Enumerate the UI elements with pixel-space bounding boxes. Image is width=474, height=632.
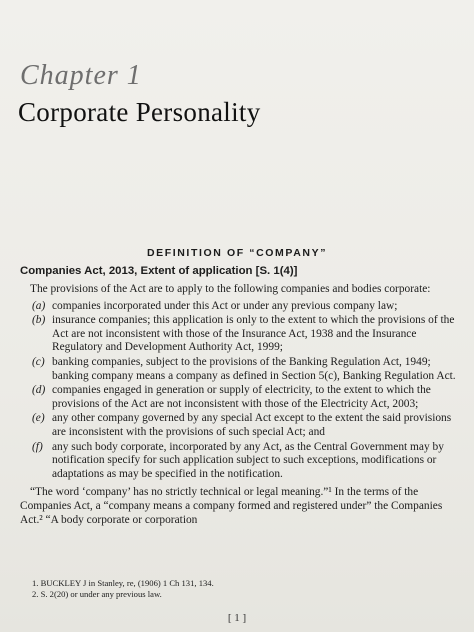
chapter-title: Corporate Personality	[18, 97, 261, 127]
application-list	[20, 300, 460, 482]
list-item	[20, 314, 460, 355]
list-marker: (b)	[32, 314, 46, 327]
list-marker: (f)	[32, 440, 43, 453]
sub-heading: Companies Act, 2013, Extent of application [S. 1(4)]	[20, 265, 298, 277]
list-item	[20, 384, 460, 411]
section-heading: DEFINITION OF “COMPANY”	[146, 247, 328, 259]
list-item-text: companies incorporated under this Act or under any previous company law;	[52, 299, 398, 312]
footnote: 2. S. 2(20) or under any previous law.	[32, 588, 162, 599]
chapter-label: Chapter 1	[20, 60, 142, 91]
closing-paragraph: “The word ‘company’ has no strictly technical or legal meaning.”¹ In the terms of the Companies Act, a “company means a company formed and registered under” the Companies Act.² “A body corporate or corporation	[20, 486, 443, 526]
page-number: [ 1 ]	[227, 612, 247, 624]
list-marker: (e)	[32, 412, 45, 425]
list-item	[20, 441, 460, 482]
list-marker: (c)	[32, 355, 45, 368]
list-item	[20, 356, 460, 383]
list-item-text: insurance companies; this application is only to the extent to which the provisions of the Act are not inconsistent with those of the Insurance Act, 1938 and the Insurance Regulatory and Development Authority Act, 1999;	[52, 314, 455, 354]
list-marker: (d)	[32, 384, 46, 397]
footnote: 1. BUCKLEY J in Stanley, re, (1906) 1 Ch 131, 134.	[32, 578, 214, 588]
list-item-text: companies engaged in generation or supply of electricity, to the extent to which the provisions of the Act are not inconsistent with those of the Electricity Act, 2003;	[52, 384, 431, 410]
list-item-text: any such body corporate, incorporated by any Act, as the Central Government may by notification specify for such application subject to such exceptions, modifications or adaptations as may be specified in the notification.	[52, 440, 444, 480]
body-text	[20, 283, 460, 527]
list-item	[20, 300, 460, 314]
intro-paragraph: The provisions of the Act are to apply to the following companies and bodies corporate:	[30, 283, 431, 295]
list-marker: (a)	[32, 299, 46, 312]
list-item-text: any other company governed by any special Act except to the extent the said provisions are inconsistent with the provisions of such special Act; and	[52, 412, 452, 438]
footnotes	[20, 578, 460, 599]
list-item-text: banking companies, subject to the provisions of the Banking Regulation Act, 1949; banking company means a company as defined in Section 5(c), Banking Regulation Act.	[52, 355, 456, 382]
list-item	[20, 412, 460, 439]
